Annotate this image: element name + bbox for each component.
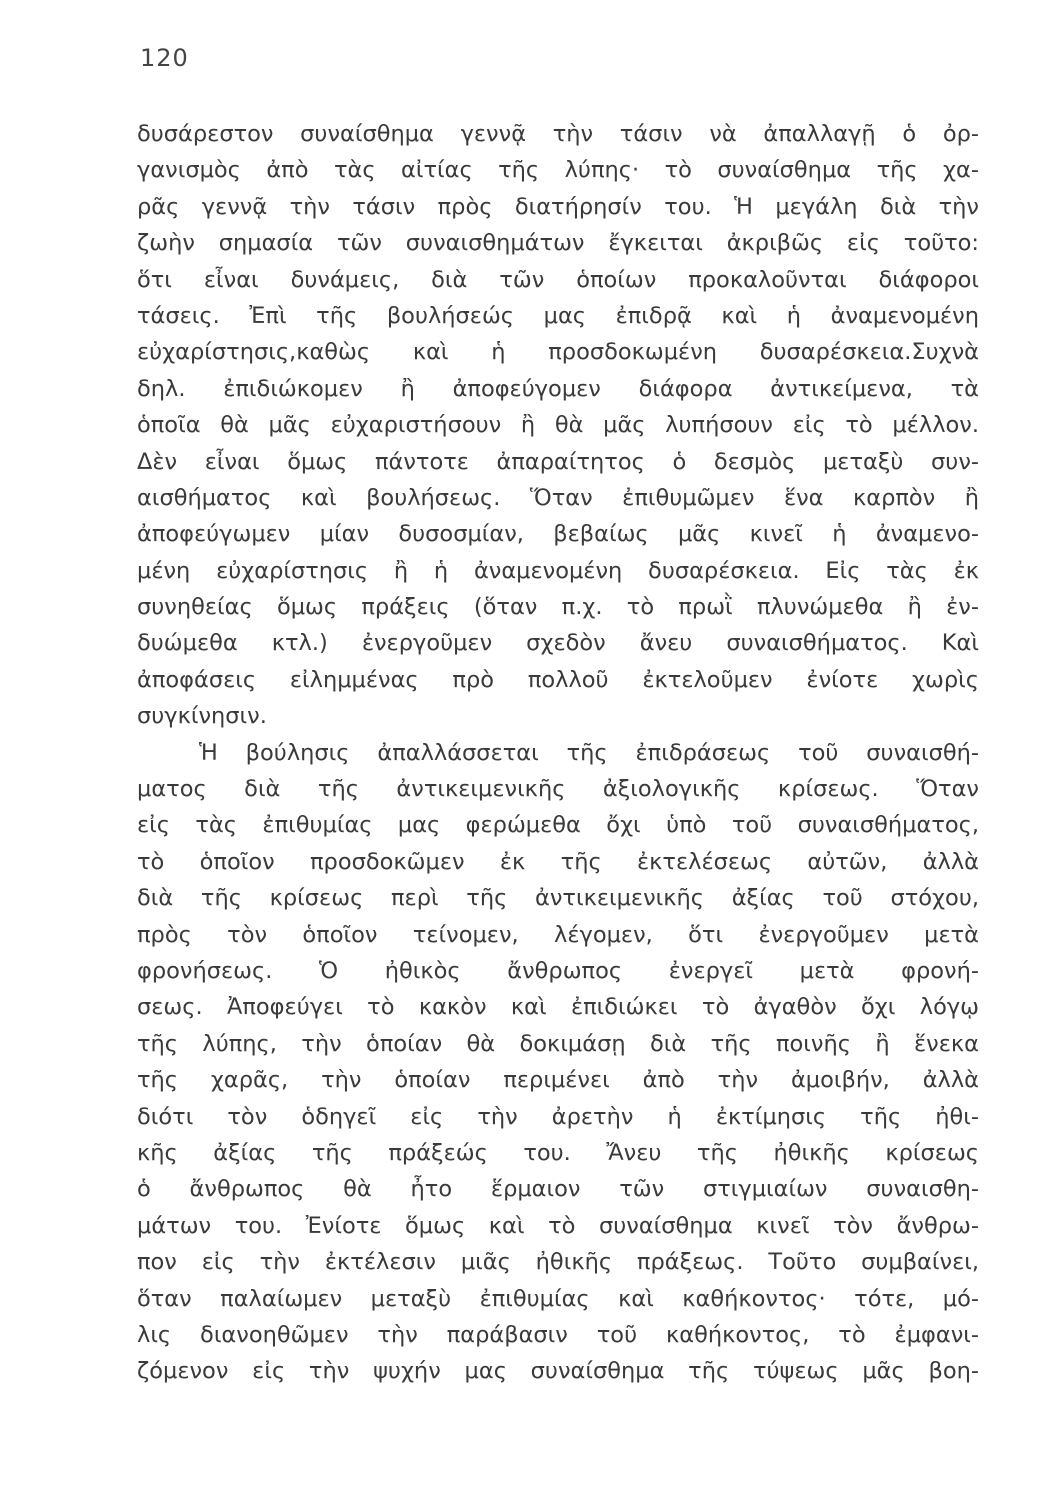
text-line: ζωὴν σημασία τῶν συναισθημάτων ἔγκειται ἀκριβῶς εἰς τοῦτο: <box>137 230 979 257</box>
text-line: ζόμενον εἰς τὴν ψυχήν μας συναίσθημα τῆς τύψεως μᾶς βοη- <box>137 1358 979 1385</box>
page-number: 120 <box>140 44 189 72</box>
text-line: τῆς λύπης, τὴν ὁποίαν θὰ δοκιμάσῃ διὰ τῆς ποινῆς ἢ ἕνεκα <box>137 1030 979 1057</box>
text-line: φρονήσεως. Ὁ ἠθικὸς ἄνθρωπος ἐνεργεῖ μετὰ φρονή- <box>137 957 979 984</box>
text-line: τὸ ὁποῖον προσδοκῶμεν ἐκ τῆς ἐκτελέσεως αὐτῶν, ἀλλὰ <box>137 848 979 875</box>
text-line: ὁποῖα θὰ μᾶς εὐχαριστήσουν ἢ θὰ μᾶς λυπήσουν εἰς τὸ μέλλον. <box>137 412 979 439</box>
text-line: διότι τὸν ὁδηγεῖ εἰς τὴν ἀρετὴν ἡ ἐκτίμησις τῆς ἠθι- <box>137 1103 979 1130</box>
text-line: μάτων του. Ἐνίοτε ὅμως καὶ τὸ συναίσθημα κινεῖ τὸν ἄνθρω- <box>137 1212 979 1239</box>
text-line: κῆς ἀξίας τῆς πράξεώς του. Ἄνευ τῆς ἠθικῆς κρίσεως <box>137 1139 979 1166</box>
text-line: μένη εὐχαρίστησις ἢ ἡ ἀναμενομένη δυσαρέσκεια. Εἰς τὰς ἐκ <box>137 557 979 584</box>
text-line: ὅταν παλαίωμεν μεταξὺ ἐπιθυμίας καὶ καθήκοντος· τότε, μό- <box>137 1285 979 1312</box>
text-line: ὅτι εἶναι δυνάμεις, διὰ τῶν ὁποίων προκαλοῦνται διάφοροι <box>137 266 979 293</box>
text-line: ρᾶς γεννᾷ τὴν τάσιν πρὸς διατήρησίν του. Ἡ μεγάλη διὰ τὴν <box>137 193 979 220</box>
body-text <box>137 116 979 1390</box>
text-line: πον εἰς τὴν ἐκτέλεσιν μιᾶς ἠθικῆς πράξεως. Τοῦτο συμβαίνει, <box>137 1249 979 1276</box>
text-line: ἀποφάσεις εἰλημμένας πρὸ πολλοῦ ἐκτελοῦμεν ἐνίοτε χωρὶς <box>137 666 979 693</box>
text-line: ὁ ἄνθρωπος θὰ ἦτο ἕρμαιον τῶν στιγμιαίων συναισθη- <box>137 1176 979 1203</box>
text-line: Ἡ βούλησις ἀπαλλάσσεται τῆς ἐπιδράσεως τοῦ συναισθή- <box>199 739 979 766</box>
text-line: τάσεις. Ἐπὶ τῆς βουλήσεώς μας ἐπιδρᾷ καὶ ἡ ἀναμενομένη <box>137 302 979 329</box>
text-line: σεως. Ἀποφεύγει τὸ κακὸν καὶ ἐπιδιώκει τὸ ἀγαθὸν ὄχι λόγῳ <box>137 994 979 1021</box>
text-line: ματος διὰ τῆς ἀντικειμενικῆς ἀξιολογικῆς κρίσεως. Ὅταν <box>137 776 979 803</box>
text-line: εἰς τὰς ἐπιθυμίας μας φερώμεθα ὄχι ὑπὸ τοῦ συναισθήματος, <box>137 812 979 839</box>
text-line: τῆς χαρᾶς, τὴν ὁποίαν περιμένει ἀπὸ τὴν ἀμοιβήν, ἀλλὰ <box>137 1067 979 1094</box>
text-line: Δὲν εἶναι ὅμως πάντοτε ἀπαραίτητος ὁ δεσμὸς μεταξὺ συν- <box>137 448 979 475</box>
text-line: ἀποφεύγωμεν μίαν δυσοσμίαν, βεβαίως μᾶς κινεῖ ἡ ἀναμενο- <box>137 521 979 548</box>
text-line: δηλ. ἐπιδιώκομεν ἢ ἀποφεύγομεν διάφορα ἀντικείμενα, τὰ <box>137 375 979 402</box>
text-line: διὰ τῆς κρίσεως περὶ τῆς ἀντικειμενικῆς ἀξίας τοῦ στόχου, <box>137 885 979 912</box>
text-line: εὐχαρίστησις,καθὼς καὶ ἡ προσδοκωμένη δυσαρέσκεια.Συχνὰ <box>137 339 979 366</box>
text-line: πρὸς τὸν ὁποῖον τείνομεν, λέγομεν, ὅτι ἐνεργοῦμεν μετὰ <box>137 921 979 948</box>
text-line: λις διανοηθῶμεν τὴν παράβασιν τοῦ καθήκοντος, τὸ ἐμφανι- <box>137 1321 979 1348</box>
text-line: αισθήματος καὶ βουλήσεως. Ὅταν ἐπιθυμῶμεν ἕνα καρπὸν ἢ <box>137 484 979 511</box>
text-line: γανισμὸς ἀπὸ τὰς αἰτίας τῆς λύπης· τὸ συναίσθημα τῆς χα- <box>137 157 979 184</box>
text-line: δυσάρεστον συναίσθημα γεννᾷ τὴν τάσιν νὰ ἀπαλλαγῇ ὁ ὀρ- <box>137 121 979 147</box>
text-line: συγκίνησιν. <box>137 703 267 730</box>
text-line: δυώμεθα κτλ.) ἐνεργοῦμεν σχεδὸν ἄνευ συναισθήματος. Καὶ <box>137 630 979 657</box>
text-line: συνηθείας ὅμως πράξεις (ὅταν π.χ. τὸ πρωῒ πλυνώμεθα ἢ ἐν- <box>137 594 979 621</box>
